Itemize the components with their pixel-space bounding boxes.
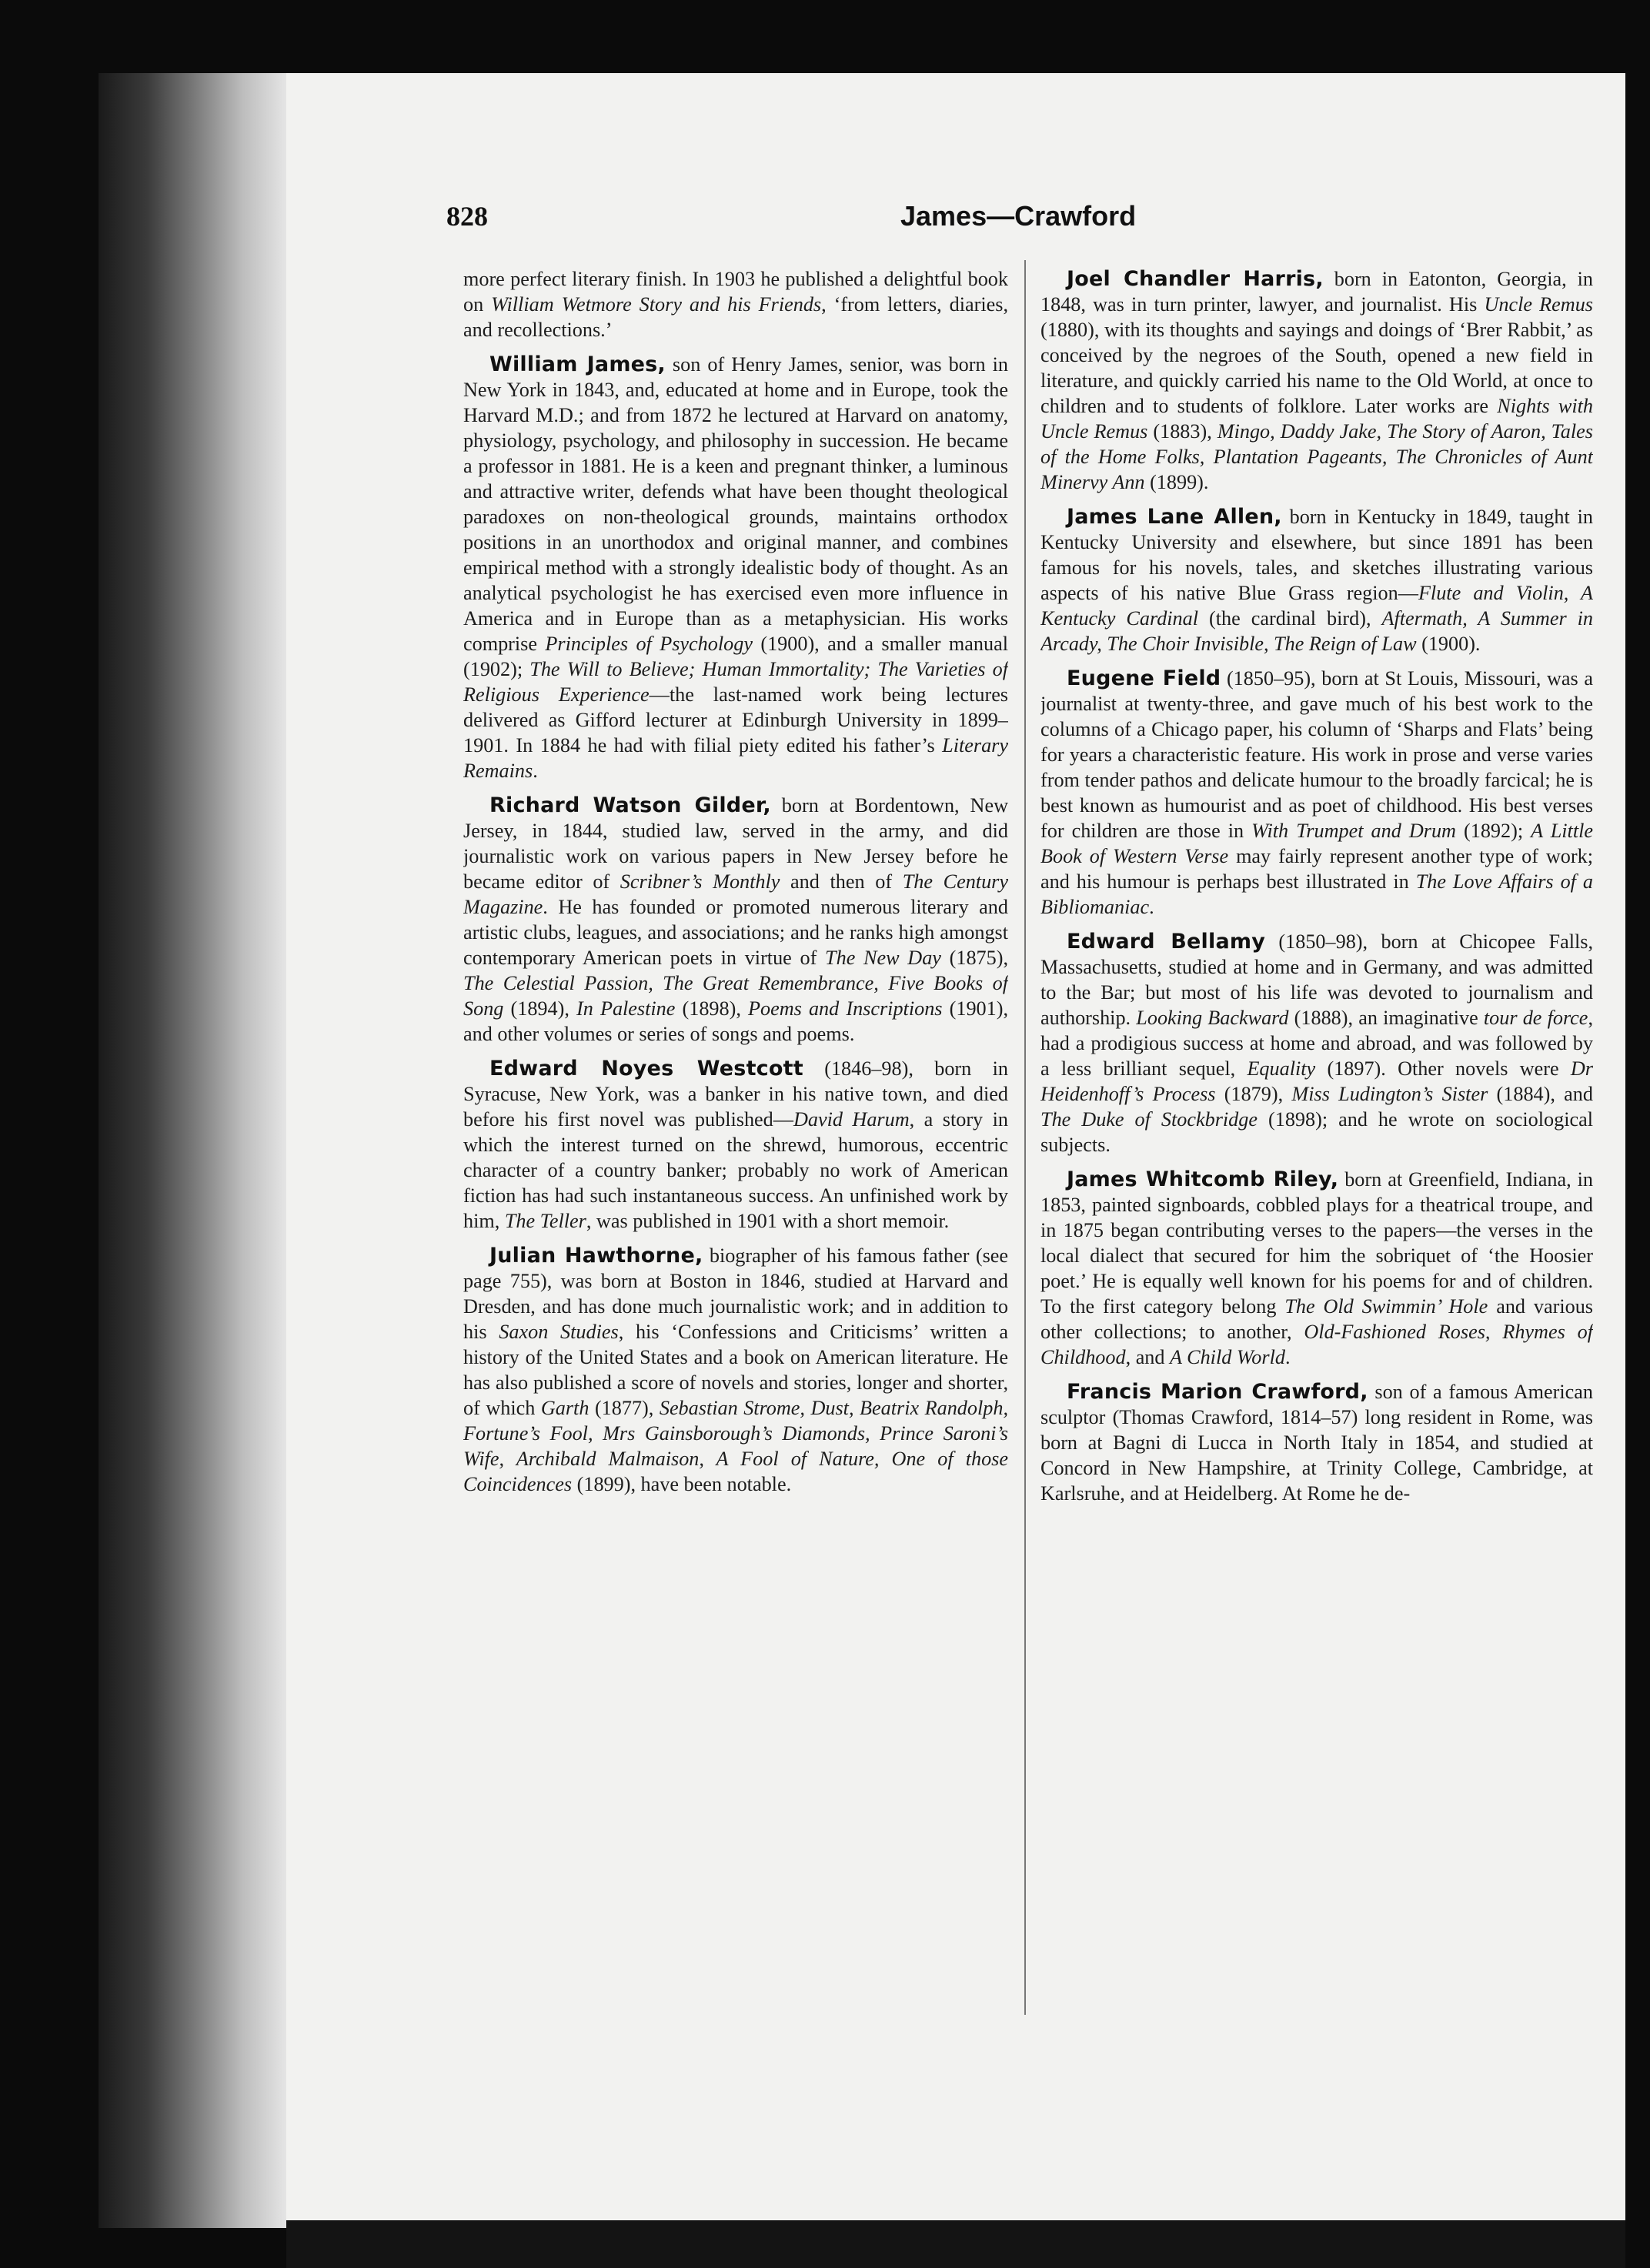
entry-text: more perfect literary finish. In 1903 he published a delightful book on	[463, 268, 1008, 316]
right-text-column	[1040, 266, 1593, 2013]
entry-heading-name: William James,	[489, 352, 666, 376]
biography-entry	[1040, 504, 1593, 656]
work-title: A Child World	[1170, 1346, 1285, 1368]
work-title: The Duke of Stockbridge	[1040, 1108, 1258, 1131]
entry-text: (1884), and	[1488, 1083, 1593, 1105]
entry-text: (1880), with its thoughts and sayings and doings of ‘Brer Rabbit,’ as conceived by the negroes of the South, opened a new field in literature, and quickly carried his name to the Old World, at once to children and to students of folklore. Later works are	[1040, 319, 1593, 417]
entry-text: (1883),	[1147, 420, 1217, 443]
entry-text: born in Kentucky in 1849, taught in Kentucky University and elsewhere, but since 1891 has been famous for his novels, tales, and sketches illustrating various aspects of his native Blue Grass region—	[1040, 506, 1593, 604]
entry-text: born at Greenfield, Indiana, in 1853, painted signboards, cobbled plays for a theatrical troupe, and in 1875 began contributing verses to the papers—the verses in the local dialect that secured for him the sobriquet of ‘the Hoosier poet.’ He is equally well known for his poems for and of children. To the first category belong	[1040, 1168, 1593, 1318]
work-title: Scribner’s Monthly	[620, 870, 780, 893]
entry-text: (1879),	[1215, 1083, 1292, 1105]
work-title: Aftermath, A Summer in Arcady, The Choir Invisible, The Reign of Law	[1040, 607, 1593, 655]
biography-entry	[1040, 266, 1593, 495]
entry-text: (1897). Other novels were	[1315, 1057, 1571, 1080]
biography-entry	[463, 1243, 1008, 1497]
work-title: Poems and Inscriptions	[748, 997, 943, 1020]
work-title: A Little Book of Western Verse	[1040, 820, 1593, 867]
book-spine-shadow	[99, 73, 291, 2228]
entry-text: (1900).	[1416, 633, 1481, 655]
entry-text: , his ‘Confessions and Criticisms’ written a history of the United States and a book on American literature. He has also published a score of novels and stories, longer and shorter, of which	[463, 1321, 1008, 1419]
biography-entry	[1040, 666, 1593, 920]
column-divider	[1024, 260, 1026, 2015]
entry-heading-name: Francis Marion Crawford,	[1067, 1380, 1368, 1404]
entry-text: , had a prodigious success at home and abroad, and was followed by a less brilliant sequel,	[1040, 1007, 1593, 1080]
work-title: David Harum	[793, 1108, 910, 1131]
entry-text: (1900), and a smaller manual (1902);	[463, 633, 1008, 680]
entry-text: may fairly represent another type of work; and his humour is perhaps best illustrated in	[1040, 845, 1593, 893]
biography-entry	[463, 352, 1008, 783]
entry-text: son of Henry James, senior, was born in New York in 1843, and, educated at home and in Europe, took the Harvard M.D.; and from 1872 he lectured at Harvard on anatomy, physiology, psychology, and philosophy in succession. He became a professor in 1881. He is a keen and pregnant thinker, a luminous and attractive writer, defends what have been thought theological paradoxes on non-theological grounds, maintains orthodox positions in an unorthodox and original manner, and combines empirical method with a strongly idealistic body of thought. As an analytical psychologist he has exercised even more influence in America and in Europe than as a metaphysician. His works comprise	[463, 353, 1008, 655]
work-title: The New Day	[825, 947, 941, 969]
biography-entry	[1040, 1167, 1593, 1370]
entry-text: (1877),	[589, 1397, 660, 1419]
work-title: Garth	[540, 1397, 590, 1419]
entry-text: (1850–95), born at St Louis, Missouri, was a journalist at twenty-three, and gave much of his best work to the columns of a Chicago paper, his column of ‘Sharps and Flats’ being for years a characteristic feature. His work in prose and verse varies from tender pathos and delicate humour to the broadly farcical; he is best known as humourist and as poet of childhood. His best verses for children are those in	[1040, 667, 1593, 842]
work-title: Literary Remains	[463, 734, 1008, 782]
work-title: William Wetmore Story and his Friends	[491, 293, 822, 316]
work-title: The Teller	[504, 1210, 586, 1232]
work-title: Sebastian Strome, Dust, Beatrix Randolph, Fortune’s Fool, Mrs Gainsborough’s Diamonds, Prince Saroni’s Wife, Archibald Malmaison, A Fool of Nature, One of those Coincidences	[463, 1397, 1008, 1495]
work-title: Old-Fashioned Roses, Rhymes of Childhood	[1040, 1321, 1593, 1368]
entry-heading-name: Richard Watson Gilder,	[489, 793, 771, 817]
biography-entry	[463, 1056, 1008, 1234]
running-title: James—Crawford	[900, 200, 1137, 232]
work-title: In Palestine	[576, 997, 676, 1020]
work-title: With Trumpet and Drum	[1251, 820, 1456, 842]
biography-entry	[463, 793, 1008, 1047]
running-head	[446, 200, 1585, 239]
entry-heading-name: Edward Bellamy	[1067, 930, 1265, 954]
work-title: Dr Heidenhoff’s Process	[1040, 1057, 1593, 1105]
entry-text: (1846–98), born in Syracuse, New York, was a banker in his native town, and died before his first novel was published—	[463, 1057, 1008, 1131]
biography-entry	[1040, 1379, 1593, 1506]
entry-heading-name: James Whitcomb Riley,	[1067, 1167, 1339, 1191]
work-title: The Old Swimmin’ Hole	[1284, 1295, 1488, 1318]
entry-heading-name: Joel Chandler Harris,	[1067, 267, 1324, 291]
work-title: The Century Magazine	[463, 870, 1008, 918]
entry-heading-name: James Lane Allen,	[1067, 505, 1282, 529]
entry-text: son of a famous American sculptor (Thomas Crawford, 1814–57) long resident in Rome, was born at Bagni di Lucca in North Italy in 1854, and studied at Concord in New Hampshire, at Trinity College, Cambridge, at Karlsruhe, and at Heidelberg. At Rome he de-	[1040, 1381, 1593, 1505]
work-title: tour de force	[1483, 1007, 1588, 1029]
work-title: Uncle Remus	[1484, 293, 1593, 316]
work-title: The Celestial Passion, The Great Remembrance, Five Books of Song	[463, 972, 1008, 1020]
entry-text: , ‘from letters, diaries, and recollections.’	[463, 293, 1008, 341]
entry-text: (1898),	[675, 997, 749, 1020]
work-title: Nights with Uncle Remus	[1040, 395, 1593, 443]
entry-text: (1901), and other volumes or series of songs and poems.	[463, 997, 1008, 1045]
work-title: The Will to Believe; Human Immortality; The Varieties of Religious Experience	[463, 658, 1008, 706]
entry-text: . He has founded or promoted numerous literary and artistic clubs, leagues, and associations; and he ranks high amongst contemporary American poets in virtue of	[463, 896, 1008, 969]
entry-text: .	[1284, 1346, 1291, 1368]
work-title: Equality	[1247, 1057, 1316, 1080]
left-text-column	[463, 266, 1008, 2013]
entry-text: (1894),	[503, 997, 576, 1020]
entry-heading-name: Eugene Field	[1067, 666, 1221, 690]
entry-text: and then of	[780, 870, 903, 893]
entry-text: born in Eatonton, Georgia, in 1848, was in turn printer, lawyer, and journalist. His	[1040, 268, 1593, 316]
entry-text: (the cardinal bird),	[1198, 607, 1382, 630]
entry-text: born at Bordentown, New Jersey, in 1844, studied law, served in the army, and did journalistic work on various papers in New Jersey before he became editor of	[463, 794, 1008, 893]
page-bottom-shadow	[286, 2220, 1625, 2268]
entry-text: biographer of his famous father (see page 755), was born at Boston in 1846, studied at Harvard and Dresden, and has done much journalistic work; and in addition to his	[463, 1244, 1008, 1343]
page-number: 828	[446, 201, 488, 232]
entry-text: , and	[1125, 1346, 1171, 1368]
entry-text: —the last-named work being lectures delivered as Gifford lecturer at Edinburgh University in 1899–1901. In 1884 he had with filial piety edited his father’s	[463, 683, 1008, 757]
work-title: Saxon Studies	[499, 1321, 619, 1343]
entry-text: (1850–98), born at Chicopee Falls, Massachusetts, studied at home and in Germany, and was admitted to the Bar; but most of his life was devoted to journalism and authorship.	[1040, 930, 1593, 1029]
entry-heading-name: Edward Noyes Westcott	[489, 1057, 803, 1081]
continued-paragraph	[463, 266, 1008, 342]
entry-text: .	[1149, 896, 1154, 918]
work-title: Looking Backward	[1136, 1007, 1289, 1029]
work-title: Flute and Violin, A Kentucky Cardinal	[1040, 582, 1593, 630]
entry-text: (1892);	[1455, 820, 1531, 842]
entry-heading-name: Julian Hawthorne,	[489, 1244, 703, 1268]
entry-text: (1899), have been notable.	[572, 1473, 792, 1495]
entry-text: , was published in 1901 with a short memoir.	[586, 1210, 950, 1232]
entry-text: (1875),	[940, 947, 1008, 969]
work-title: The Love Affairs of a Bibliomaniac	[1040, 870, 1593, 918]
entry-text: , a story in which the interest turned on the shrewd, humorous, eccentric character of a country banker; probably no work of American fiction has had such instantaneous success. An unfinished work by him,	[463, 1108, 1008, 1232]
work-title: Miss Ludington’s Sister	[1291, 1083, 1488, 1105]
entry-text: (1888), an imaginative	[1288, 1007, 1484, 1029]
work-title: Principles of Psychology	[545, 633, 753, 655]
biography-entry	[1040, 929, 1593, 1157]
entry-text: and various other collections; to another,	[1040, 1295, 1593, 1343]
entry-text: .	[533, 760, 538, 782]
entry-text: (1898); and he wrote on sociological subjects.	[1040, 1108, 1593, 1156]
work-title: Mingo, Daddy Jake, The Story of Aaron, Tales of the Home Folks, Plantation Pageants, The Chronicles of Aunt Minervy Ann	[1040, 420, 1593, 493]
entry-text: (1899).	[1144, 471, 1209, 493]
